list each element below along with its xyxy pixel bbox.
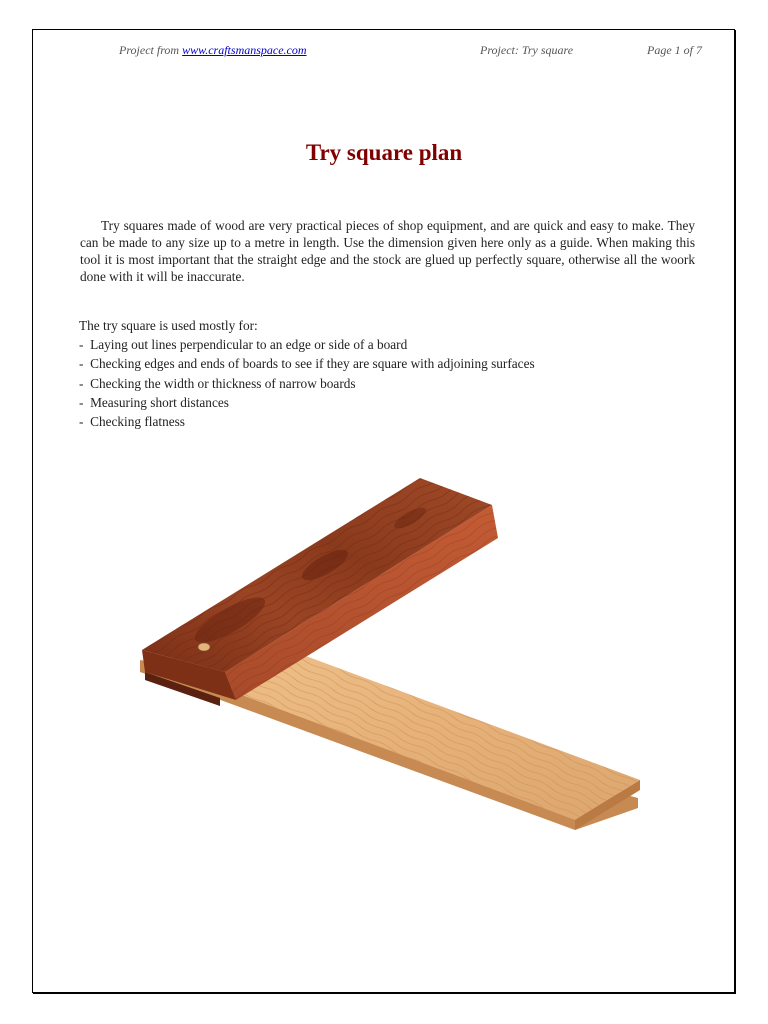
header-source [119, 43, 307, 58]
header-page-indicator: Page 1 of 7 [647, 43, 702, 57]
uses-list-item: - Checking the width or thickness of narrow boards [79, 374, 699, 393]
try-square-illustration [110, 460, 670, 840]
uses-intro: The try square is used mostly for: [79, 318, 258, 333]
craftsmanspace-link[interactable]: www.craftsmanspace.com [182, 43, 307, 57]
document-title: Try square plan [305, 140, 463, 165]
uses-list-item: - Checking edges and ends of boards to see if they are square with adjoining surfaces [79, 354, 699, 373]
page-header [0, 43, 768, 59]
uses-list-item: - Laying out lines perpendicular to an edge or side of a board [79, 335, 699, 354]
header-project-name: Project: Try square [480, 43, 574, 57]
header-source-prefix: Project from [119, 43, 183, 57]
intro-paragraph: Try squares made of wood are very practical pieces of shop equipment, and are quick and easy to make. They can be made to any size up to a metre in length. Use the dimension given here only as a guide. When making this tool it is most important that the straight edge and the stock are glued up perfectly square, otherwise all the woork done with it will be inaccurate. [80, 218, 695, 284]
uses-list [79, 335, 699, 431]
uses-list-item: - Measuring short distances [79, 393, 699, 412]
uses-section [79, 316, 699, 431]
uses-list-item: - Checking flatness [79, 412, 699, 431]
